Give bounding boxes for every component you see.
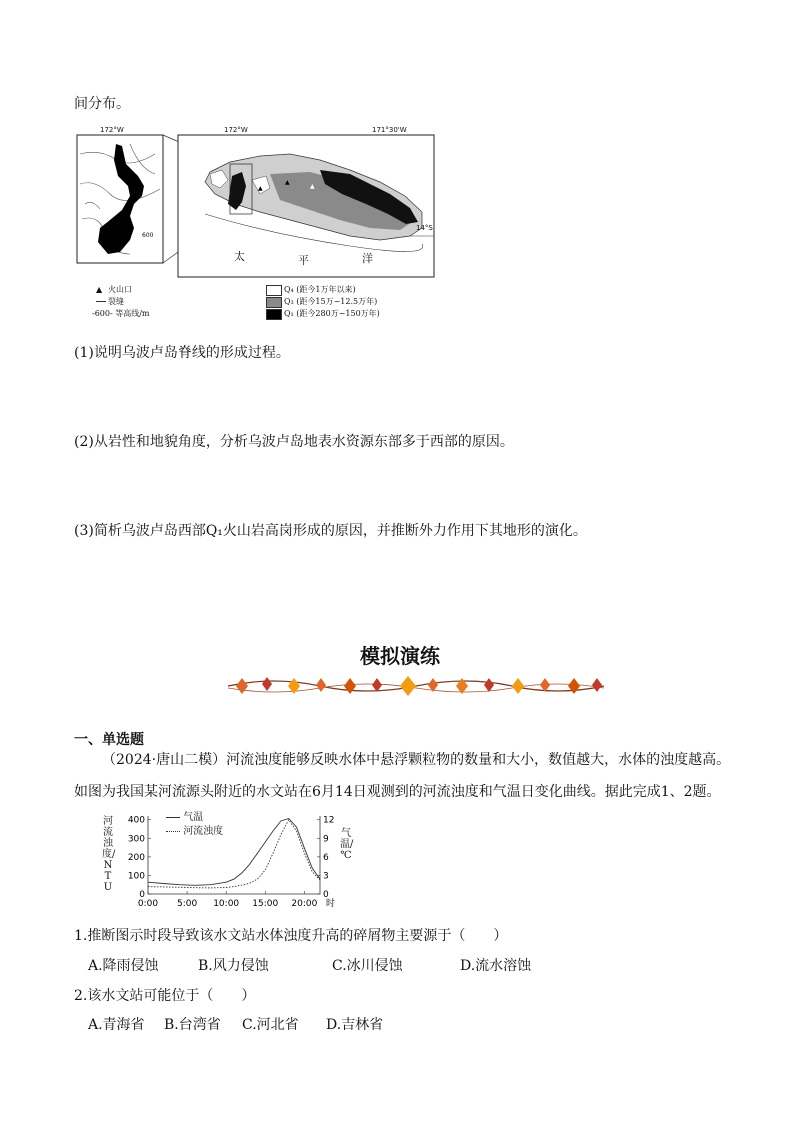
turbidity-chart xyxy=(104,810,352,918)
legend-turbidity xyxy=(166,826,223,838)
main-lon-left-label: 172°W xyxy=(224,126,248,134)
ocean-char-1: 太 xyxy=(234,250,245,263)
legend-turbidity-label: 河流浊度 xyxy=(183,826,224,837)
y-axis-right-label: 气温/℃ xyxy=(340,828,354,861)
ocean-char-3: 洋 xyxy=(362,252,373,265)
part-heading: 一、单选题 xyxy=(74,732,144,748)
chart-svg xyxy=(104,810,352,918)
mcq-2-stem: 2.该水文站可能位于（ ） xyxy=(74,988,256,1004)
x-axis-unit: 时 xyxy=(326,899,336,909)
q3-swatch xyxy=(266,297,282,308)
y-left-tick-label: 200 xyxy=(127,852,145,863)
svg-text:▲: ▲ xyxy=(114,182,120,190)
mcq-2-option-c[interactable]: C.河北省 xyxy=(242,1017,299,1033)
legend-temperature xyxy=(166,812,203,824)
svg-text:▲: ▲ xyxy=(258,185,263,192)
legend-fissure: 裂缝 xyxy=(108,297,124,306)
y-left-tick-label: 0 xyxy=(139,890,145,900)
fissure-line-icon xyxy=(96,301,106,302)
question-2: (2)从岩性和地貌角度，分析乌波卢岛地表水资源东部多于西部的原因。 xyxy=(74,434,514,450)
question-1: (1)说明乌波卢岛脊线的形成过程。 xyxy=(74,345,290,361)
mcq-2-option-a[interactable]: A.青海省 xyxy=(88,1017,145,1033)
intro-tail: 间分布。 xyxy=(74,96,130,112)
legend-solid-line-icon xyxy=(166,817,180,818)
main-lon-right-label: 171°30'W xyxy=(372,126,407,134)
legend-q3: Q₃ (距今15万~12.5万年) xyxy=(284,297,378,306)
mcq-2-option-b[interactable]: B.台湾省 xyxy=(164,1017,221,1033)
mcq-1-stem: 1.推断图示时段导致该水文站水体浊度升高的碎屑物主要源于（ ） xyxy=(74,928,508,944)
y-right-tick-label: 6 xyxy=(323,852,329,863)
volcano-icon: ▲ xyxy=(96,285,103,294)
y-right-tick-label: 3 xyxy=(323,871,329,882)
legend-dotted-line-icon xyxy=(166,831,180,832)
legend-temperature-label: 气温 xyxy=(183,812,204,823)
inset-lon-label: 172°W xyxy=(100,126,124,134)
passage-line-2: 如图为我国某河流源头附近的水文站在6月14日观测到的河流浊度和气温日变化曲线。据此完成1、2题。 xyxy=(74,784,721,800)
x-tick-label: 5:00 xyxy=(176,899,198,909)
y-left-tick-label: 100 xyxy=(127,871,145,882)
y-right-tick-label: 12 xyxy=(323,815,335,826)
q4-swatch xyxy=(266,285,282,296)
x-tick-label: 20:00 xyxy=(291,899,318,909)
ocean-char-2: 平 xyxy=(298,254,309,267)
passage-line-1: （2024·唐山二模）河流浊度能够反映水体中悬浮颗粒物的数量和大小，数值越大，水体的浊度越高。 xyxy=(102,752,731,768)
mcq-1-option-a[interactable]: A.降雨侵蚀 xyxy=(88,958,159,974)
leaf-garland-decoration xyxy=(224,670,608,700)
svg-text:▲: ▲ xyxy=(310,183,315,190)
lat-label: 14°S xyxy=(416,224,433,232)
legend-q1: Q₁ (距今280万~150万年) xyxy=(284,309,380,318)
legend-contour: -600- 等高线/m xyxy=(92,309,150,318)
question-3: (3)简析乌波卢岛西部Q₁火山岩高岗形成的原因，并推断外力作用下其地形的演化。 xyxy=(74,523,587,539)
y-left-tick-label: 300 xyxy=(127,834,145,845)
x-tick-label: 15:00 xyxy=(252,899,279,909)
map-legend xyxy=(92,284,396,320)
y-right-tick-label: 0 xyxy=(323,890,329,900)
y-axis-left-label: 河流浊度/NTU xyxy=(102,816,116,893)
x-tick-label: 0:00 xyxy=(137,899,159,909)
y-left-tick-label: 400 xyxy=(127,815,145,826)
mcq-1-option-d[interactable]: D.流水溶蚀 xyxy=(460,958,532,974)
mcq-1-option-b[interactable]: B.风力侵蚀 xyxy=(198,958,269,974)
y-right-tick-label: 9 xyxy=(323,834,329,845)
contour-label: 600 xyxy=(142,232,154,239)
mcq-1-option-c[interactable]: C.冰川侵蚀 xyxy=(332,958,403,974)
q1-swatch xyxy=(266,309,282,320)
legend-volcano: 火山口 xyxy=(108,285,132,294)
x-tick-label: 10:00 xyxy=(213,899,240,909)
svg-text:▲: ▲ xyxy=(285,179,290,186)
section-title: 模拟演练 xyxy=(360,644,440,668)
mcq-2-option-d[interactable]: D.吉林省 xyxy=(326,1017,384,1033)
legend-q4: Q₄ (距今1万年以来) xyxy=(284,285,356,294)
